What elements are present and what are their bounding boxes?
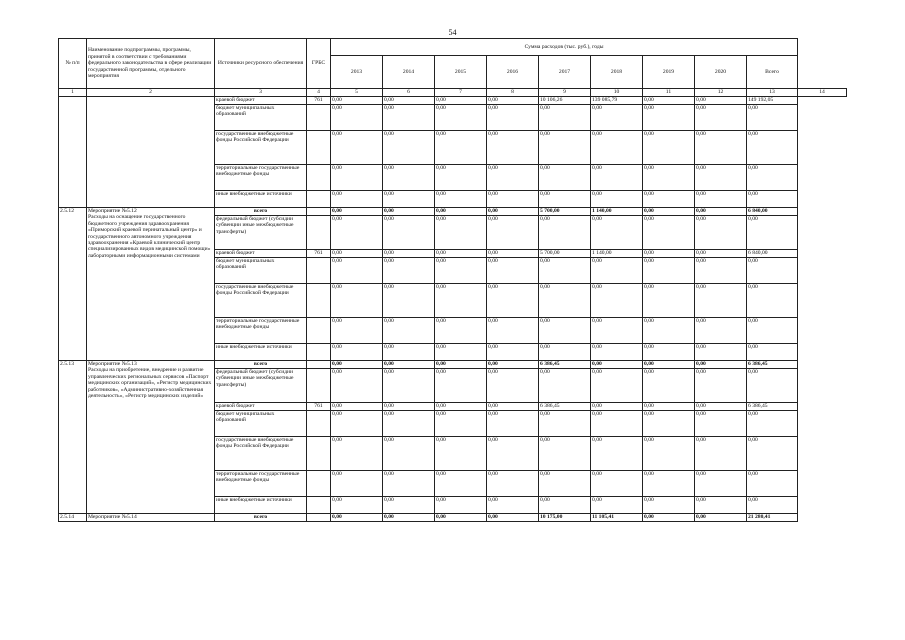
amount-cell: 0,00 — [747, 165, 798, 191]
column-number: 14 — [798, 89, 847, 97]
amount-cell: 0,00 — [435, 471, 487, 497]
column-number: 13 — [747, 89, 798, 97]
amount-cell: 0,00 — [331, 165, 383, 191]
measure-number — [59, 97, 87, 208]
amount-cell: 0,00 — [539, 437, 591, 471]
amount-cell: 0,00 — [695, 165, 747, 191]
amount-cell: 0,00 — [747, 497, 798, 514]
funding-source: территориальные государственные внебюджетные фонды — [215, 471, 307, 497]
amount-cell: 0,00 — [643, 437, 695, 471]
grbs-cell — [307, 437, 331, 471]
total-value: 6 386,45 — [539, 361, 591, 369]
column-number: 4 — [307, 89, 331, 97]
amount-cell: 0,00 — [643, 191, 695, 208]
amount-cell: 0,00 — [539, 318, 591, 344]
amount-cell: 0,00 — [695, 437, 747, 471]
amount-cell: 0,00 — [539, 258, 591, 284]
amount-cell: 0,00 — [591, 105, 643, 131]
amount-cell: 0,00 — [487, 344, 539, 361]
amount-cell: 0,00 — [435, 411, 487, 437]
column-number: 11 — [643, 89, 695, 97]
grbs-cell — [307, 131, 331, 165]
amount-cell: 0,00 — [331, 403, 383, 411]
grbs-cell — [307, 318, 331, 344]
funding-source: краевой бюджет — [215, 97, 307, 105]
amount-cell: 0,00 — [539, 165, 591, 191]
amount-cell: 0,00 — [383, 250, 435, 258]
header-source: Источники ресурсного обеспечения — [215, 39, 307, 89]
amount-cell: 0,00 — [331, 437, 383, 471]
amount-cell: 0,00 — [695, 471, 747, 497]
grbs-cell — [307, 258, 331, 284]
amount-cell: 0,00 — [695, 105, 747, 131]
amount-cell: 0,00 — [487, 369, 539, 403]
amount-cell: 6 386,45 — [539, 403, 591, 411]
grbs-cell — [307, 105, 331, 131]
amount-cell: 0,00 — [487, 284, 539, 318]
funding-source: бюджет муниципальных образований — [215, 105, 307, 131]
amount-cell: 0,00 — [591, 216, 643, 250]
amount-cell: 0,00 — [331, 191, 383, 208]
amount-cell: 0,00 — [591, 165, 643, 191]
amount-cell: 0,00 — [695, 97, 747, 105]
amount-cell: 0,00 — [695, 284, 747, 318]
amount-cell: 0,00 — [383, 216, 435, 250]
column-number: 3 — [215, 89, 307, 97]
funding-source: бюджет муниципальных образований — [215, 258, 307, 284]
year-header: Всего — [747, 56, 798, 89]
total-value: 0,00 — [643, 514, 695, 522]
grbs-cell — [307, 369, 331, 403]
total-value: 0,00 — [435, 514, 487, 522]
amount-cell: 0,00 — [383, 344, 435, 361]
table-row — [59, 97, 847, 105]
amount-cell: 0,00 — [747, 437, 798, 471]
amount-cell: 0,00 — [539, 471, 591, 497]
amount-cell: 0,00 — [331, 97, 383, 105]
year-header: 2020 — [695, 56, 747, 89]
amount-cell: 0,00 — [383, 105, 435, 131]
grbs-cell — [307, 191, 331, 208]
measure-name-cell — [87, 514, 215, 522]
measure-name: Мероприятие №5.14 — [88, 514, 137, 520]
total-value: 0,00 — [331, 514, 383, 522]
total-label: всего — [215, 361, 307, 369]
amount-cell: 0,00 — [643, 403, 695, 411]
column-number: 7 — [435, 89, 487, 97]
amount-cell: 0,00 — [383, 131, 435, 165]
amount-cell: 0,00 — [747, 131, 798, 165]
total-value: 0,00 — [383, 514, 435, 522]
amount-cell: 0,00 — [435, 216, 487, 250]
amount-cell: 0,00 — [383, 284, 435, 318]
funding-source: иные внебюджетные источники — [215, 344, 307, 361]
amount-cell: 0,00 — [539, 284, 591, 318]
year-header: 2013 — [331, 56, 383, 89]
year-header: 2017 — [539, 56, 591, 89]
amount-cell: 0,00 — [383, 318, 435, 344]
funding-source: краевой бюджет — [215, 403, 307, 411]
amount-cell: 0,00 — [695, 131, 747, 165]
amount-cell: 0,00 — [747, 258, 798, 284]
amount-cell: 0,00 — [643, 105, 695, 131]
measure-name-cell — [87, 208, 215, 361]
column-number: 2 — [87, 89, 215, 97]
funding-source: территориальные государственные внебюджетные фонды — [215, 318, 307, 344]
year-header: 2015 — [435, 56, 487, 89]
amount-cell: 0,00 — [331, 369, 383, 403]
table-row-total — [59, 361, 847, 369]
total-value: 21 280,41 — [747, 514, 798, 522]
column-number: 6 — [383, 89, 435, 97]
column-number: 8 — [487, 89, 539, 97]
funding-source: иные внебюджетные источники — [215, 497, 307, 514]
amount-cell: 0,00 — [435, 284, 487, 318]
amount-cell: 0,00 — [643, 131, 695, 165]
amount-cell: 0,00 — [643, 250, 695, 258]
grbs-cell — [307, 411, 331, 437]
amount-cell: 0,00 — [695, 497, 747, 514]
amount-cell: 0,00 — [643, 318, 695, 344]
total-value: 0,00 — [383, 361, 435, 369]
amount-cell: 0,00 — [435, 258, 487, 284]
measure-name: Мероприятие №5.13 — [88, 361, 137, 367]
amount-cell: 0,00 — [591, 437, 643, 471]
amount-cell: 0,00 — [331, 105, 383, 131]
amount-cell: 0,00 — [695, 258, 747, 284]
total-value: 0,00 — [591, 361, 643, 369]
amount-cell: 0,00 — [435, 165, 487, 191]
measure-description: Расходы на оснащение государственного бюджетного учреждения здравоохранения «Приморский краевой перинатальный центр» и государственного автономного учреждения здравоохранения «Краевой клинический центр специализированных видов медицинской помощи» лабораторными информационными системами — [88, 214, 211, 259]
year-header: 2016 — [487, 56, 539, 89]
amount-cell: 0,00 — [539, 344, 591, 361]
amount-cell: 0,00 — [695, 191, 747, 208]
amount-cell: 0,00 — [487, 216, 539, 250]
amount-cell: 0,00 — [331, 131, 383, 165]
amount-cell: 0,00 — [539, 191, 591, 208]
amount-cell: 0,00 — [331, 258, 383, 284]
amount-cell: 0,00 — [487, 165, 539, 191]
measure-name-cell — [87, 361, 215, 514]
amount-cell: 0,00 — [383, 497, 435, 514]
amount-cell: 0,00 — [643, 284, 695, 318]
amount-cell: 0,00 — [695, 318, 747, 344]
amount-cell: 0,00 — [487, 97, 539, 105]
amount-cell: 0,00 — [747, 191, 798, 208]
amount-cell: 0,00 — [591, 471, 643, 497]
amount-cell: 0,00 — [435, 437, 487, 471]
amount-cell: 0,00 — [643, 344, 695, 361]
amount-cell: 0,00 — [591, 369, 643, 403]
amount-cell: 0,00 — [591, 497, 643, 514]
amount-cell: 0,00 — [331, 318, 383, 344]
amount-cell: 0,00 — [487, 411, 539, 437]
header-grbs: ГРБС — [307, 39, 331, 89]
amount-cell: 0,00 — [695, 411, 747, 437]
column-number: 5 — [331, 89, 383, 97]
amount-cell: 0,00 — [747, 105, 798, 131]
funding-source: территориальные государственные внебюджетные фонды — [215, 165, 307, 191]
total-value: 6 840,00 — [747, 208, 798, 216]
amount-cell: 0,00 — [435, 131, 487, 165]
total-value: 0,00 — [383, 208, 435, 216]
total-value: 0,00 — [695, 361, 747, 369]
amount-cell: 0,00 — [487, 250, 539, 258]
total-value: 0,00 — [331, 361, 383, 369]
grbs-cell — [307, 471, 331, 497]
measure-name: Мероприятие №5.12 — [88, 208, 137, 214]
funding-source: федеральный бюджет (субсидии субвенции иные межбюджетные трансферты) — [215, 369, 307, 403]
amount-cell: 0,00 — [435, 191, 487, 208]
total-value: 0,00 — [487, 361, 539, 369]
funding-source: краевой бюджет — [215, 250, 307, 258]
amount-cell: 0,00 — [435, 250, 487, 258]
amount-cell: 0,00 — [539, 105, 591, 131]
grbs-cell: 761 — [307, 403, 331, 411]
amount-cell: 0,00 — [539, 411, 591, 437]
column-number: 12 — [695, 89, 747, 97]
amount-cell: 0,00 — [487, 437, 539, 471]
header-name: Наименование подпрограммы, программы, принятой в соответствии с требованиями федерального законодательства в сфере реализации государственной программы, отдельного мероприятия — [87, 39, 215, 89]
amount-cell: 0,00 — [591, 344, 643, 361]
amount-cell: 0,00 — [591, 411, 643, 437]
amount-cell: 10 106,26 — [539, 97, 591, 105]
amount-cell: 0,00 — [591, 131, 643, 165]
funding-source: государственные внебюджетные фонды Российской Федерации — [215, 437, 307, 471]
total-value: 0,00 — [487, 514, 539, 522]
amount-cell: 0,00 — [643, 165, 695, 191]
total-label: всего — [215, 514, 307, 522]
amount-cell: 0,00 — [695, 344, 747, 361]
funding-source: бюджет муниципальных образований — [215, 411, 307, 437]
amount-cell: 0,00 — [747, 284, 798, 318]
amount-cell: 0,00 — [383, 97, 435, 105]
funding-source: иные внебюджетные источники — [215, 191, 307, 208]
grbs-cell — [307, 514, 331, 522]
grbs-cell: 761 — [307, 250, 331, 258]
amount-cell: 0,00 — [435, 369, 487, 403]
amount-cell: 0,00 — [383, 258, 435, 284]
grbs-cell — [307, 497, 331, 514]
total-value: 11 105,41 — [591, 514, 643, 522]
amount-cell: 0,00 — [747, 411, 798, 437]
funding-source: государственные внебюджетные фонды Российской Федерации — [215, 131, 307, 165]
amount-cell: 0,00 — [383, 191, 435, 208]
amount-cell: 0,00 — [487, 318, 539, 344]
amount-cell: 6 840,00 — [747, 250, 798, 258]
funding-source: государственные внебюджетные фонды Российской Федерации — [215, 284, 307, 318]
amount-cell: 0,00 — [747, 216, 798, 250]
amount-cell: 0,00 — [539, 131, 591, 165]
amount-cell: 0,00 — [643, 97, 695, 105]
amount-cell: 0,00 — [435, 105, 487, 131]
total-value: 0,00 — [435, 361, 487, 369]
amount-cell: 0,00 — [383, 471, 435, 497]
amount-cell: 0,00 — [643, 411, 695, 437]
amount-cell: 0,00 — [487, 131, 539, 165]
amount-cell: 0,00 — [331, 344, 383, 361]
measure-number: 2.5.12 — [59, 208, 87, 361]
total-value: 0,00 — [435, 208, 487, 216]
amount-cell: 0,00 — [487, 471, 539, 497]
amount-cell: 6 386,45 — [747, 403, 798, 411]
year-header: 2019 — [643, 56, 695, 89]
total-value: 0,00 — [695, 208, 747, 216]
measure-description: Расходы на приобретение, внедрение и развитие управленческих региональных сервисов «Паспорт медицинских организаций», «Регистр медицинских работников», «Административно-хозяйственная деятельность», «Регистр медицинских изделий» — [88, 367, 212, 400]
total-value: 0,00 — [643, 208, 695, 216]
amount-cell: 0,00 — [695, 369, 747, 403]
amount-cell: 0,00 — [435, 318, 487, 344]
amount-cell: 0,00 — [331, 216, 383, 250]
total-label: всего — [215, 208, 307, 216]
amount-cell: 0,00 — [747, 318, 798, 344]
amount-cell: 0,00 — [435, 97, 487, 105]
amount-cell: 0,00 — [695, 216, 747, 250]
amount-cell: 0,00 — [643, 369, 695, 403]
amount-cell: 0,00 — [383, 403, 435, 411]
amount-cell: 139 085,79 — [591, 97, 643, 105]
grbs-cell — [307, 344, 331, 361]
column-number: 10 — [591, 89, 643, 97]
amount-cell: 0,00 — [487, 497, 539, 514]
amount-cell: 0,00 — [643, 471, 695, 497]
amount-cell: 0,00 — [747, 369, 798, 403]
measure-name — [87, 97, 215, 208]
column-number: 1 — [59, 89, 87, 97]
total-value: 1 140,00 — [591, 208, 643, 216]
total-value: 0,00 — [695, 514, 747, 522]
table-row-total — [59, 208, 847, 216]
amount-cell: 0,00 — [435, 403, 487, 411]
amount-cell: 0,00 — [539, 369, 591, 403]
amount-cell: 0,00 — [695, 250, 747, 258]
amount-cell: 0,00 — [487, 403, 539, 411]
amount-cell: 1 140,00 — [591, 250, 643, 258]
amount-cell: 0,00 — [331, 284, 383, 318]
total-value: 0,00 — [331, 208, 383, 216]
amount-cell: 0,00 — [539, 216, 591, 250]
amount-cell: 0,00 — [435, 497, 487, 514]
total-value: 5 700,00 — [539, 208, 591, 216]
amount-cell: 149 192,05 — [747, 97, 798, 105]
page-number: 54 — [448, 28, 457, 37]
grbs-cell: 761 — [307, 97, 331, 105]
grbs-cell — [307, 208, 331, 216]
amount-cell: 0,00 — [487, 105, 539, 131]
amount-cell: 0,00 — [331, 411, 383, 437]
amount-cell: 0,00 — [331, 497, 383, 514]
amount-cell: 0,00 — [695, 403, 747, 411]
amount-cell: 0,00 — [747, 471, 798, 497]
measure-number: 2.5.14 — [59, 514, 87, 522]
grbs-cell — [307, 284, 331, 318]
header-num: № п/п — [59, 39, 87, 89]
total-value: 6 386,45 — [747, 361, 798, 369]
amount-cell: 0,00 — [435, 344, 487, 361]
amount-cell: 0,00 — [383, 437, 435, 471]
grbs-cell — [307, 165, 331, 191]
amount-cell: 0,00 — [591, 318, 643, 344]
amount-cell: 0,00 — [591, 258, 643, 284]
grbs-cell — [307, 361, 331, 369]
year-header: 2014 — [383, 56, 435, 89]
amount-cell: 0,00 — [383, 411, 435, 437]
amount-cell: 0,00 — [643, 497, 695, 514]
grbs-cell — [307, 216, 331, 250]
total-value: 0,00 — [487, 208, 539, 216]
year-header: 2018 — [591, 56, 643, 89]
amount-cell: 0,00 — [643, 216, 695, 250]
amount-cell: 0,00 — [643, 258, 695, 284]
amount-cell: 0,00 — [591, 191, 643, 208]
column-number: 9 — [539, 89, 591, 97]
amount-cell: 0,00 — [383, 165, 435, 191]
amount-cell: 0,00 — [539, 497, 591, 514]
measure-number: 2.5.13 — [59, 361, 87, 514]
funding-source: федеральный бюджет (субсидии субвенции иные межбюджетные трансферты) — [215, 216, 307, 250]
amount-cell: 0,00 — [591, 284, 643, 318]
total-value: 10 175,00 — [539, 514, 591, 522]
expenses-table — [58, 38, 847, 522]
total-value: 0,00 — [643, 361, 695, 369]
table-row-total — [59, 514, 847, 522]
amount-cell: 0,00 — [331, 471, 383, 497]
amount-cell: 0,00 — [591, 403, 643, 411]
amount-cell: 5 700,00 — [539, 250, 591, 258]
amount-cell: 0,00 — [331, 250, 383, 258]
amount-cell: 0,00 — [487, 191, 539, 208]
amount-cell: 0,00 — [747, 344, 798, 361]
amount-cell: 0,00 — [383, 369, 435, 403]
header-sum: Сумма расходов (тыс. руб.), годы — [331, 39, 798, 56]
amount-cell: 0,00 — [487, 258, 539, 284]
